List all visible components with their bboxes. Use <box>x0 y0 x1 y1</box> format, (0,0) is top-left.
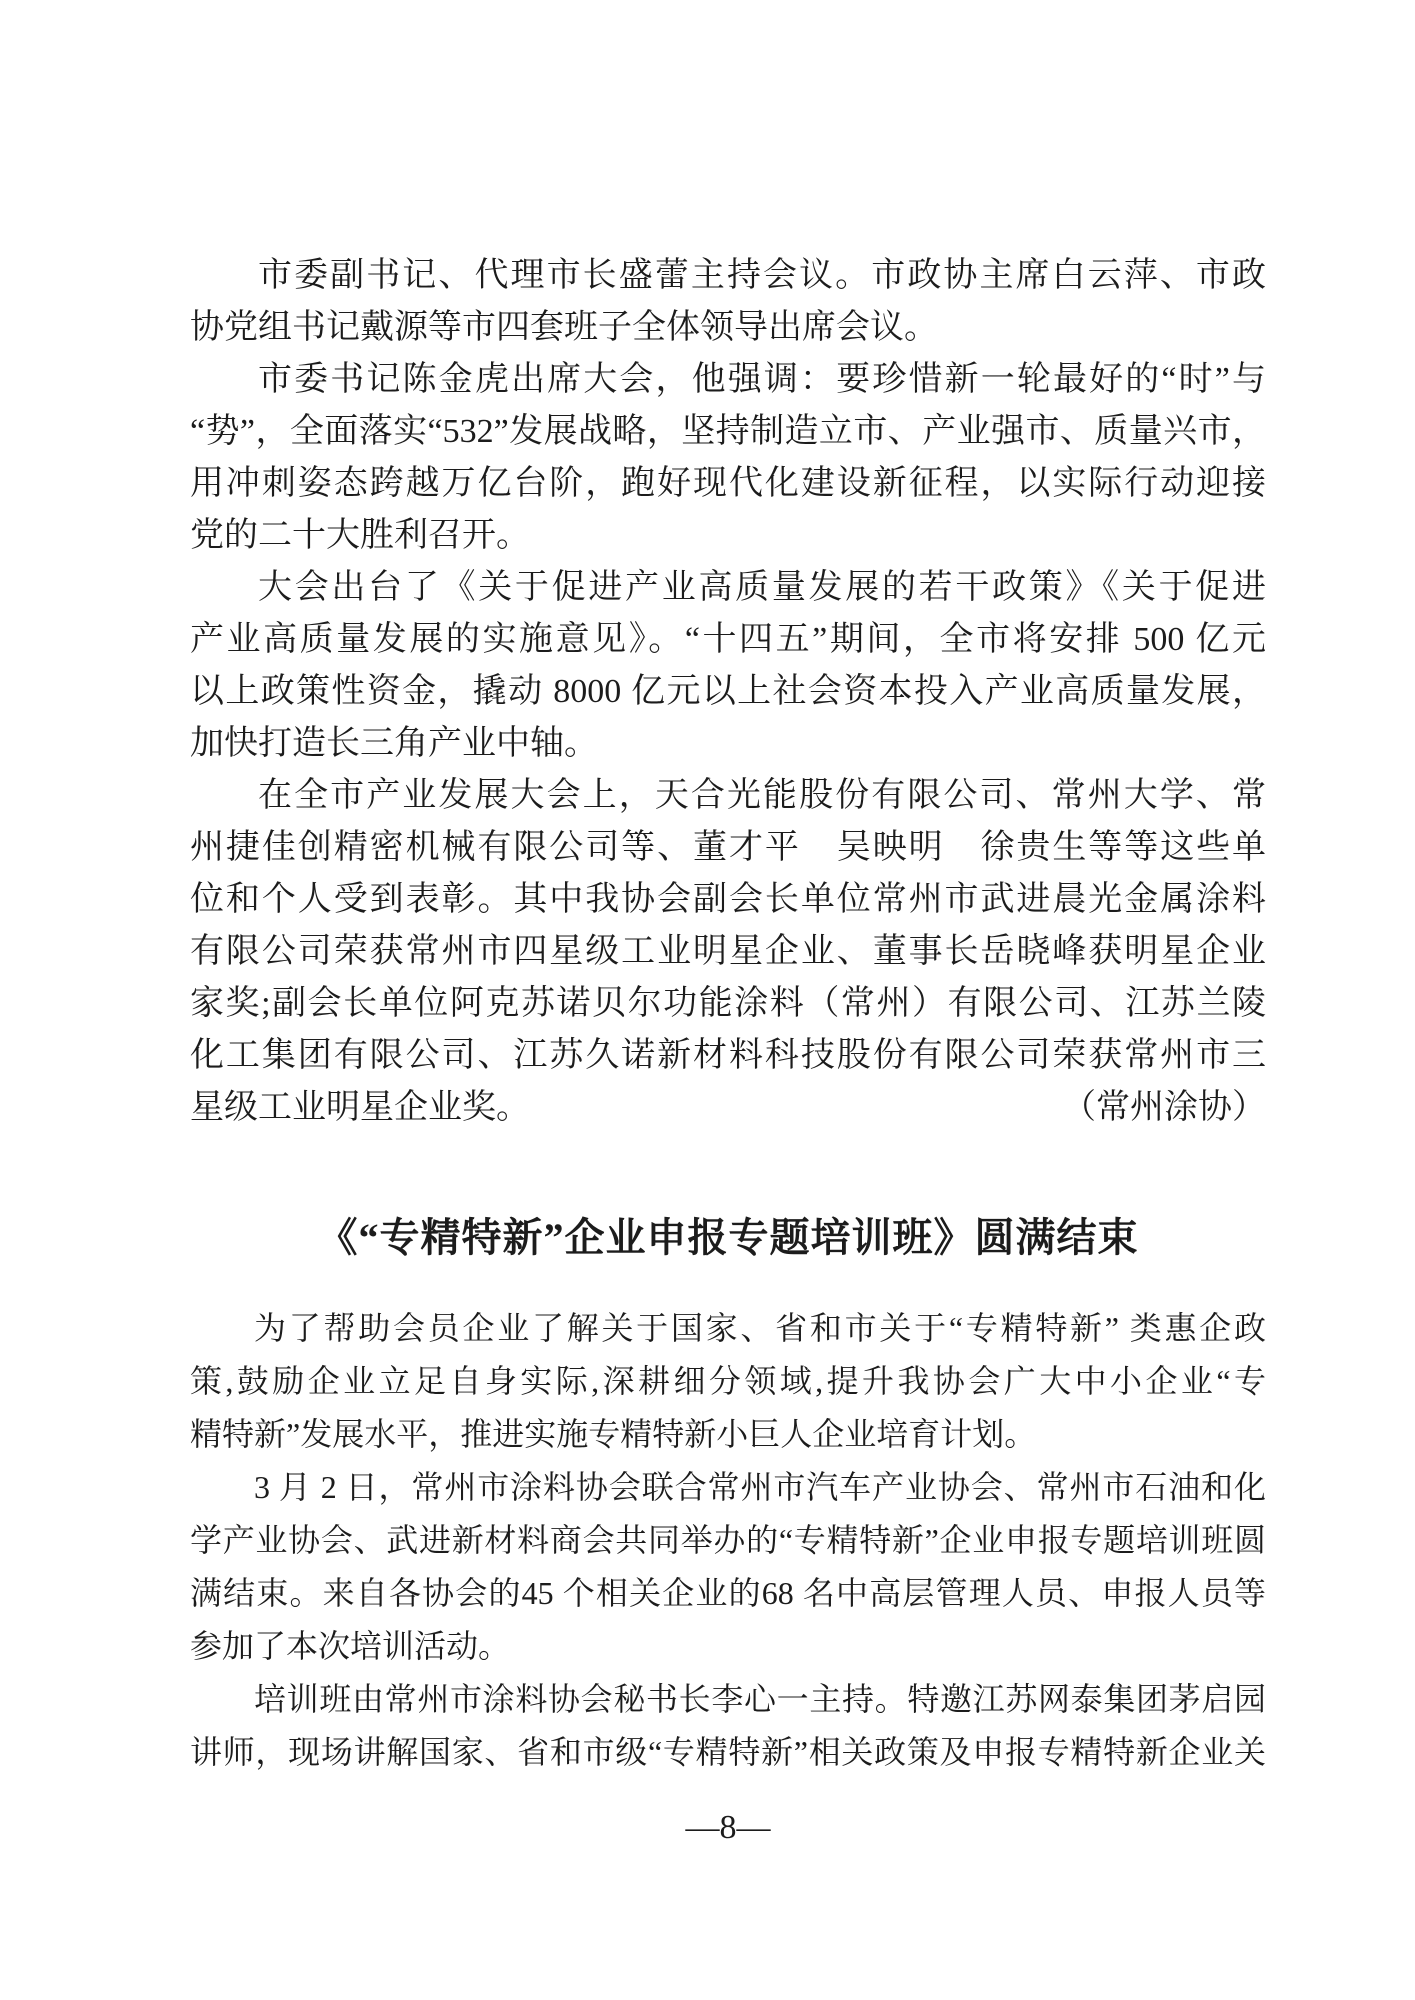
text-line: 州捷佳创精密机械有限公司等、董才平 吴映明 徐贵生等等这些单 <box>190 829 1266 866</box>
text-line: 大会出台了《关于促进产业高质量发展的若干政策》《关于促进 <box>258 569 1266 606</box>
text-line: 市委副书记、代理市长盛蕾主持会议。市政协主席白云萍、市政 <box>258 257 1266 294</box>
text-line: 以上政策性资金，撬动 8000 亿元以上社会资本投入产业高质量发展， <box>190 673 1266 710</box>
text-line: 星级工业明星企业奖。 <box>190 1089 530 1126</box>
text-block <box>190 250 1266 1779</box>
text-line: 策,鼓励企业立足自身实际,深耕细分领域,提升我协会广大中小企业“专 <box>190 1363 1266 1399</box>
text-line: 加快打造长三角产业中轴。 <box>190 725 598 762</box>
text-line: 参加了本次培训活动。 <box>190 1628 511 1664</box>
paragraph <box>190 562 1266 770</box>
text-line: 学产业协会、武进新材料商会共同举办的“专精特新”企业申报专题培训班圆 <box>190 1522 1266 1558</box>
text-line: 精特新”发展水平，推进实施专精特新小巨人企业培育计划。 <box>190 1416 1037 1452</box>
text-line: 为了帮助会员企业了解关于国家、省和市关于“专精特新” 类惠企政 <box>254 1310 1266 1346</box>
page-number: —8— <box>685 1809 771 1846</box>
text-line: 协党组书记戴源等市四套班子全体领导出席会议。 <box>190 309 938 346</box>
text-line: “势”，全面落实“532”发展战略，坚持制造立市、产业强市、质量兴市， <box>190 413 1266 450</box>
attribution: （常州涂协） <box>1062 1089 1266 1126</box>
text-line: 在全市产业发展大会上，天合光能股份有限公司、常州大学、常 <box>258 777 1266 814</box>
paragraph <box>190 250 1266 354</box>
text-line: 3 月 2 日，常州市涂料协会联合常州市汽车产业协会、常州市石油和化 <box>254 1469 1266 1505</box>
paragraph <box>190 770 1266 1134</box>
text-line: 讲师，现场讲解国家、省和市级“专精特新”相关政策及申报专精特新企业关 <box>190 1734 1266 1770</box>
paragraph <box>190 1302 1266 1461</box>
article-industry-conference <box>190 250 1266 1134</box>
text-line: 党的二十大胜利召开。 <box>190 517 530 554</box>
text-line: 培训班由常州市涂料协会秘书长李心一主持。特邀江苏网泰集团茅启园 <box>254 1681 1266 1717</box>
text-line <box>190 1082 1266 1134</box>
text-line: 位和个人受到表彰。其中我协会副会长单位常州市武进晨光金属涂料 <box>190 881 1266 918</box>
text-line: 用冲刺姿态跨越万亿台阶，跑好现代化建设新征程，以实际行动迎接 <box>190 465 1266 502</box>
article-title: 《“专精特新”企业申报专题培训班》圆满结束 <box>317 1215 1139 1260</box>
article-training-class <box>190 1208 1266 1779</box>
text-line: 家奖;副会长单位阿克苏诺贝尔功能涂料（常州）有限公司、江苏兰陵 <box>190 985 1266 1022</box>
text-line: 产业高质量发展的实施意见》。“十四五”期间，全市将安排 500 亿元 <box>190 621 1266 658</box>
text-line: 满结束。来自各协会的45 个相关企业的68 名中高层管理人员、申报人员等 <box>190 1575 1266 1611</box>
paragraph <box>190 1461 1266 1673</box>
article-body <box>190 250 1266 1134</box>
paragraph <box>190 354 1266 562</box>
article-body <box>190 1302 1266 1779</box>
text-line: 化工集团有限公司、江苏久诺新材料科技股份有限公司荣获常州市三 <box>190 1037 1266 1074</box>
text-line: 市委书记陈金虎出席大会，他强调：要珍惜新一轮最好的“时”与 <box>258 361 1266 398</box>
text-line: 有限公司荣获常州市四星级工业明星企业、董事长岳晓峰获明星企业 <box>190 933 1266 970</box>
paragraph <box>190 1673 1266 1779</box>
